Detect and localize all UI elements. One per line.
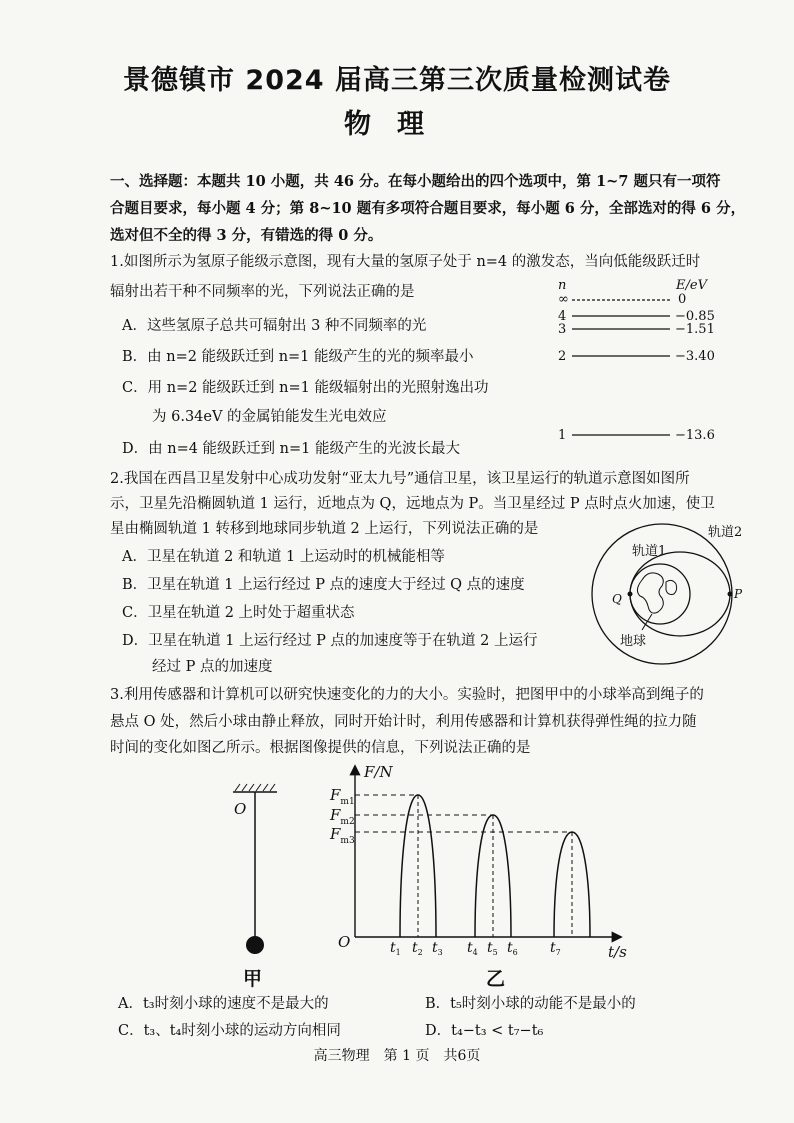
origin-label: O <box>338 933 351 951</box>
figure-yi-caption: 乙 <box>486 968 506 990</box>
ball <box>246 936 264 954</box>
q2-option-b: B．卫星在轨道 1 上运行经过 P 点的速度大于经过 Q 点的速度 <box>122 577 525 593</box>
section-instruction-line-2: 合题目要求，每小题 4 分；第 8~10 题有多项符合题目要求，每小题 6 分，全部选对的得 6 分， <box>110 200 746 217</box>
q3-option-d: D．t₄−t₃ < t₇−t₆ <box>425 1023 544 1039</box>
q2-stem-line-3: 星由椭圆轨道 1 转移到地球同步轨道 2 上运行，下列说法正确的是 <box>110 521 539 537</box>
t5-label: $t_5$ <box>487 940 498 957</box>
level-e-1: −13.6 <box>675 428 715 443</box>
orbit-diagram <box>580 522 760 672</box>
t3-label: $t_3$ <box>432 940 443 957</box>
figure-jia <box>225 780 285 990</box>
q1-option-c: C．用 n=2 能级跃迁到 n=1 能级辐射出的光照射逸出功 <box>122 380 489 396</box>
orbit-1-label: 轨道1 <box>632 544 667 559</box>
level-n-inf: ∞ <box>558 292 569 307</box>
section-instruction-line-3: 选对但不全的得 3 分，有错选的得 0 分。 <box>110 227 383 244</box>
q3-option-a: A．t₃时刻小球的速度不是最大的 <box>118 996 329 1012</box>
earth-label: 地球 <box>620 634 647 649</box>
q2-stem-line-2: 示，卫星先沿椭圆轨道 1 运行，近地点为 Q，远地点为 P。当卫星经过 P 点时点火加速，使卫 <box>110 496 715 512</box>
level-n-3: 3 <box>558 322 567 337</box>
n-axis-label: n <box>558 278 567 293</box>
subject-title: 物理 <box>344 109 450 140</box>
level-n-1: 1 <box>558 428 567 443</box>
q3-stem-line-1: 3.利用传感器和计算机可以研究快速变化的力的大小。实验时，把图甲中的小球举高到绳子的 <box>110 687 704 703</box>
orbit-2-label: 轨道2 <box>708 525 743 540</box>
q3-stem-line-3: 时间的变化如图乙所示。根据图像提供的信息，下列说法正确的是 <box>110 740 531 756</box>
q2-option-a: A．卫星在轨道 2 和轨道 1 上运动时的机械能相等 <box>122 549 445 565</box>
q1-option-a: A．这些氢原子总共可辐射出 3 种不同频率的光 <box>122 318 427 334</box>
t4-label: $t_4$ <box>467 940 478 957</box>
fm1-label: $F_{m1}$ <box>330 786 355 807</box>
exam-title: 景德镇市 2024 届高三第三次质量检测试卷 <box>123 65 671 96</box>
point-q-label: Q <box>612 592 622 606</box>
q1-stem-line-2: 辐射出若干种不同频率的光，下列说法正确的是 <box>110 284 415 300</box>
t1-label: $t_1$ <box>390 940 401 957</box>
q3-stem-line-2: 悬点 O 处，然后小球由静止释放，同时开始计时，利用传感器和计算机获得弹性绳的拉力随 <box>110 714 697 730</box>
y-axis-label: F/N <box>364 763 393 781</box>
point-p-label: P <box>734 587 743 601</box>
figure-jia-caption: 甲 <box>243 968 263 990</box>
peak-2-curve <box>475 815 511 937</box>
energy-axis-label: E/eV <box>676 278 707 293</box>
x-axis-label: t/s <box>608 943 627 961</box>
figure-yi-graph <box>320 755 650 995</box>
level-e-4: −0.85 <box>675 309 715 324</box>
level-n-4: 4 <box>558 309 567 324</box>
level-n-2: 2 <box>558 349 567 364</box>
level-e-inf: 0 <box>678 292 687 307</box>
q1-option-b: B．由 n=2 能级跃迁到 n=1 能级产生的光的频率最小 <box>122 349 474 365</box>
page-footer: 高三物理 第 1 页 共6页 <box>313 1048 481 1064</box>
t2-label: $t_2$ <box>412 940 423 957</box>
q3-option-c: C．t₃、t₄时刻小球的运动方向相同 <box>118 1023 341 1039</box>
fm3-label: $F_{m3}$ <box>330 825 355 846</box>
q1-option-c-cont: 为 6.34eV 的金属铂能发生光电效应 <box>152 409 387 425</box>
q2-stem-line-1: 2.我国在西昌卫星发射中心成功发射“亚太九号”通信卫星，该卫星运行的轨道示意图如图所 <box>110 471 690 487</box>
t6-label: $t_6$ <box>507 940 518 957</box>
section-instruction-line-1: 一、选择题：本题共 10 小题，共 46 分。在每小题给出的四个选项中，第 1~7 题只有一项符 <box>110 173 721 190</box>
fm2-label: $F_{m2}$ <box>330 806 355 827</box>
point-q-dot <box>628 592 633 597</box>
q2-option-c: C．卫星在轨道 2 上时处于超重状态 <box>122 605 355 621</box>
q2-option-d: D．卫星在轨道 1 上运行经过 P 点的加速度等于在轨道 2 上运行 <box>122 633 538 649</box>
t7-label: $t_7$ <box>550 940 561 957</box>
q1-stem-line-1: 1.如图所示为氢原子能级示意图，现有大量的氢原子处于 n=4 的激发态，当向低能级跃迁时 <box>110 254 701 270</box>
q2-option-d-cont: 经过 P 点的加速度 <box>152 659 273 675</box>
energy-level-diagram <box>550 275 730 450</box>
level-e-3: −1.51 <box>675 322 715 337</box>
q1-option-d: D．由 n=4 能级跃迁到 n=1 能级产生的光波长最大 <box>122 441 460 457</box>
point-p-dot <box>728 592 733 597</box>
q3-option-b: B．t₅时刻小球的动能不是最小的 <box>425 996 636 1012</box>
suspension-point-label: O <box>234 800 247 818</box>
level-e-2: −3.40 <box>675 349 715 364</box>
